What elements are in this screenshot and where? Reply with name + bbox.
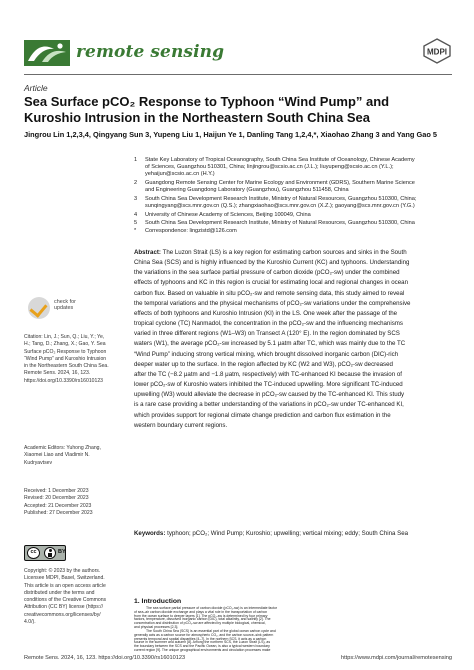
abstract-line: after the TC (−8.2 μatm and −1.8 μatm, respectively) with TC-enhanced KI because the invasion of [134,370,402,378]
footer-journal-link[interactable]: https://www.mdpi.com/journal/remotesensing [341,655,452,661]
title-line: Kuroshio Intrusion in the Northeastern South China Sea [24,110,370,125]
abstract-line: upwelling (W3) would alleviate the decrease in pCO₂-sw caused by the TC-enhanced KI. This study [134,391,405,399]
keywords [134,529,452,539]
affiliation-3: 3 South China Sea Development Research Institute, Ministry of Natural Resources, Guangzhou 510300, China; sunqingyang@scs.mnr.gov.cn (Q.S.); zhangxiaohao@scs.mnr.gov.cn (X.Z.); gaoyang@scs.mnr.gov.cn (Y.G.) [134,196,417,210]
cc-by-license-icon[interactable]: cc BY [24,545,66,561]
affiliation-1: 1 State Key Laboratory of Tropical Oceanography, South China Sea Institute of Oceanology, Chinese Academy of Sciences, Guangzhou 510301, China; linjingrou@scsio.ac.cn (J.L.); liuyupeng@scsio.ac.cn (Y.L.); yehaijun@scsio.ac.cn (H.Y.) [134,157,415,178]
affiliation-2: 2 Guangdong Remote Sensing Center for Marine Ecology and Environment (GDRS), Southern Marine Science and Engineering Guangdong Laboratory (Guangzhou), Guangzhou 511458, China [134,180,415,194]
mdpi-logo [422,38,452,64]
abstract-label: Abstract: [134,249,161,256]
abstract-line: the temporal variations and the physical mechanisms of pCO₂-sw variations under the comprehensive [134,299,411,307]
abstract-line: waters (W1), the average pCO₂-sw increased by 5.1 μatm after TC, which was mainly due to the TC [134,340,406,348]
affiliation-5: 5 South China Sea Development Research Institute, Ministry of Natural Resources, Guangzhou 510300, China [134,220,415,226]
person-icon [44,547,56,559]
section-heading: 1. Introduction [134,598,182,605]
journal-header [24,36,452,72]
citation-block: Citation: Lin, J.; Sun, Q.; Liu, Y.; Ye, H.; Tang, D.; Zhang, X.; Gao, Y. Sea Surface pCO₂ Response to Typhoon “Wind Pump” and Kuroshio Intrusion in the Northeastern South China Sea. Remote Sens. 2024, 16, 123. https://doi.org/10.3390/rs16010123 [24,334,128,385]
intro-paragraph-1: The sea surface partial pressure of carbon dioxide (pCO₂-sw) is an intermediate factor of sea–air carbon dioxide exchange and plays a vital role in the transportation of carbon from the ocean surface to deeper layers [1]. The pCO₂-sw is determined by four primary factors, temperature, dissolved inorganic carbon (DIC), total alkalinity, and salinity [2]. The concentration and distribution of pCO₂-sw are affected by multiple biological, chemical, and physical processes [2,3]. [134,606,278,630]
abstract-line: the variations in the sea surface partial pressure of carbon dioxide (pCO₂-sw) under the combined [134,269,400,277]
header-divider [24,74,452,75]
article-title [24,94,454,126]
checkmark-icon [28,297,50,319]
correspondence-email[interactable]: Correspondence: lingzistd@126.com [145,228,237,234]
journal-logo-icon [24,40,70,66]
abstract-line: western boundary current regions. [134,421,228,429]
abstract-line: effects of typhoons and KC in this region is crucial for estimating local and regional changes in ocean [134,279,408,287]
abstract-line: lower pCO₂-sw of Kuroshio waters inhibited the TC-induced upwelling. More significant TC-induced [134,381,403,389]
title-line: Sea Surface pCO₂ Response to Typhoon “Wind Pump” and [24,94,390,109]
abstract [134,248,452,431]
abstract-line: effects of both typhoons and Kuroshio Intrusion (KI) in the LS. One week after the passage of the [134,309,398,317]
copyright-block: Copyright: © 2023 by the authors. Licensee MDPI, Basel, Switzerland. This article is an open access article distributed under the terms and conditions of the Creative Commons Attribution (CC BY) license (https:// creativecommons.org/licenses/by/ 4.0/). [24,568,107,626]
abstract-line: tropical cyclone (TC) Nanmadol, the concentration in the pCO₂-sw and the influencing mechanisms [134,320,403,328]
abstract-line: is a rare case providing a better understanding of the variations in pCO₂-sw under TC-enhanced KI, [134,401,404,409]
affiliation-4: 4 University of Chinese Academy of Sciences, Beijing 100049, China [134,212,311,218]
article-type: Article [24,83,48,93]
page-footer [24,655,452,661]
abstract-line: China Sea (SCS) and is highly influenced by the Kuroshio Current (KC) and typhoons. Understanding [134,259,410,267]
footer-citation[interactable]: Remote Sens. 2024, 16, 123. https://doi.org/10.3390/rs16010123 [24,655,186,661]
intro-paragraph-2: The South China Sea (SCS) is an essential part of the global ocean carbon cycle and generally acts as a carbon source for atmospheric CO₂, and the carbon source–sink pattern presents temporal and spatial disparities [4–7]. In the northern SCS, it acts as a carbon source in the summer and autumn [8]. Among the northern SCS, the Luzon Strait (LS), as the boundary between the SCS and the Pacific Ocean, is also a typical western boundary current region [9]. The unique geographical environments and circulation processes make [134,629,276,653]
publication-dates: Received: 1 December 2023 Revised: 20 December 2023 Accepted: 21 December 2023 Published: 27 December 2023 [24,488,93,516]
author-list: Jingrou Lin 1,2,3,4, Qingyang Sun 3, Yupeng Liu 1, Haijun Ye 1, Danling Tang 1,2,4,*, Xiaohao Zhang 3 and Yang Gao 5 [24,130,438,139]
abstract-line: varied in three different regions (W1–W3) on Transect A (120° E). In the region dominated by SCS [134,330,400,338]
abstract-line: carbon flux. Based on valuable in situ pCO₂-sw and remote sensing data, this study aimed to reveal [134,289,405,297]
correspondence: * Correspondence: lingzistd@126.com [134,228,452,235]
journal-name: remote sensing [76,42,225,62]
abstract-line: “Wind Pump” inducing strong vertical mixing, which brought dissolved inorganic carbon (DIC)-rich [134,350,399,358]
academic-editors: Academic Editors: Yuhong Zhang, Xiaomei Liao and Vladimir N. Kudryavtsev [24,445,101,466]
doi-link[interactable]: https://doi.org/10.3390/rs16010123 [24,377,104,384]
keywords-label: Keywords: [134,530,166,537]
keywords-text: typhoon; pCO₂; Wind Pump; Kuroshio; upwelling; vertical mixing; eddy; South China Sea [167,530,409,537]
abstract-line: which provides support for regional climate change prediction and carbon flux estimation in the [134,411,391,419]
abstract-line: The Luzon Strait (LS) is a key region for estimating carbon sources and sinks in the South [162,249,407,256]
check-for-updates-badge[interactable]: check for updates [26,295,88,323]
mdpi-logo-text: MDPI [427,47,447,57]
abstract-line: deeper water up to the surface. In the region affected by KC (W2 and W3), pCO₂-sw decreased [134,360,393,368]
